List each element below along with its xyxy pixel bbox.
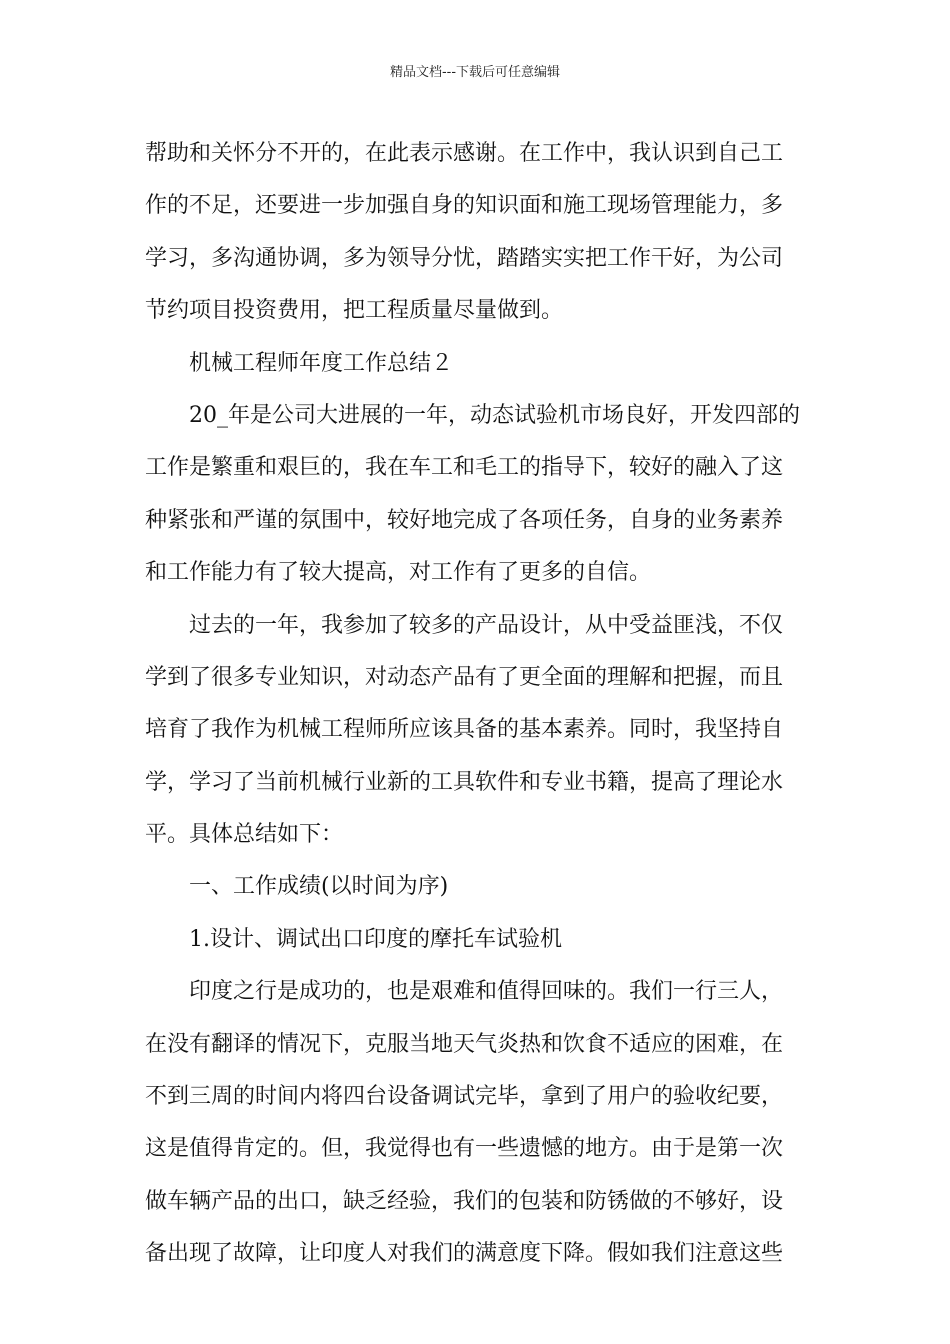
body-line: 节约项目投资费用，把工程质量尽量做到。: [145, 298, 564, 324]
body-line: 作的不足，还要进一步加强自身的知识面和施工现场管理能力，多: [145, 193, 784, 219]
list-item-heading: 1.设计、调试出口印度的摩托车试验机: [189, 926, 562, 952]
body-line: 备出现了故障，让印度人对我们的满意度下降。假如我们注意这些: [145, 1241, 784, 1267]
body-line: 做车辆产品的出口，缺乏经验，我们的包装和防锈做的不够好，设: [145, 1188, 784, 1214]
body-line: 这是值得肯定的。但，我觉得也有一些遗憾的地方。由于是第一次: [145, 1136, 784, 1162]
body-line: 过去的一年，我参加了较多的产品设计，从中受益匪浅，不仅: [189, 612, 784, 638]
body-line: 印度之行是成功的，也是艰难和值得回味的。我们一行三人，: [189, 979, 784, 1005]
document-body: [145, 128, 810, 1281]
body-line: 不到三周的时间内将四台设备调试完毕，拿到了用户的验收纪要，: [145, 1084, 784, 1110]
body-line: 和工作能力有了较大提高，对工作有了更多的自信。: [145, 560, 652, 586]
page-header: 精品文档---下载后可任意编辑: [389, 65, 561, 80]
body-line: 20_年是公司大进展的一年，动态试验机市场良好，开发四部的: [189, 402, 800, 428]
body-line: 培育了我作为机械工程师所应该具备的基本素养。同时，我坚持自: [145, 717, 784, 743]
body-line: 学习，多沟通协调，多为领导分忧，踏踏实实把工作干好，为公司: [145, 245, 784, 271]
body-line: 学，学习了当前机械行业新的工具软件和专业书籍，提高了理论水: [145, 769, 784, 795]
body-line: 在没有翻译的情况下，克服当地天气炎热和饮食不适应的困难，在: [145, 1031, 784, 1057]
body-line: 平。具体总结如下：: [145, 822, 344, 848]
body-line: 帮助和关怀分不开的，在此表示感谢。在工作中，我认识到自己工: [145, 141, 784, 166]
body-line: 学到了很多专业知识，对动态产品有了更全面的理解和把握，而且: [145, 664, 784, 690]
section-heading: 机械工程师年度工作总结２: [189, 350, 454, 376]
body-line: 工作是繁重和艰巨的，我在车工和毛工的指导下，较好的融入了这: [145, 455, 784, 481]
subsection-heading: 一、工作成绩(以时间为序): [189, 874, 449, 900]
body-line: 种紧张和严谨的氛围中，较好地完成了各项任务，自身的业务素养: [145, 507, 784, 533]
